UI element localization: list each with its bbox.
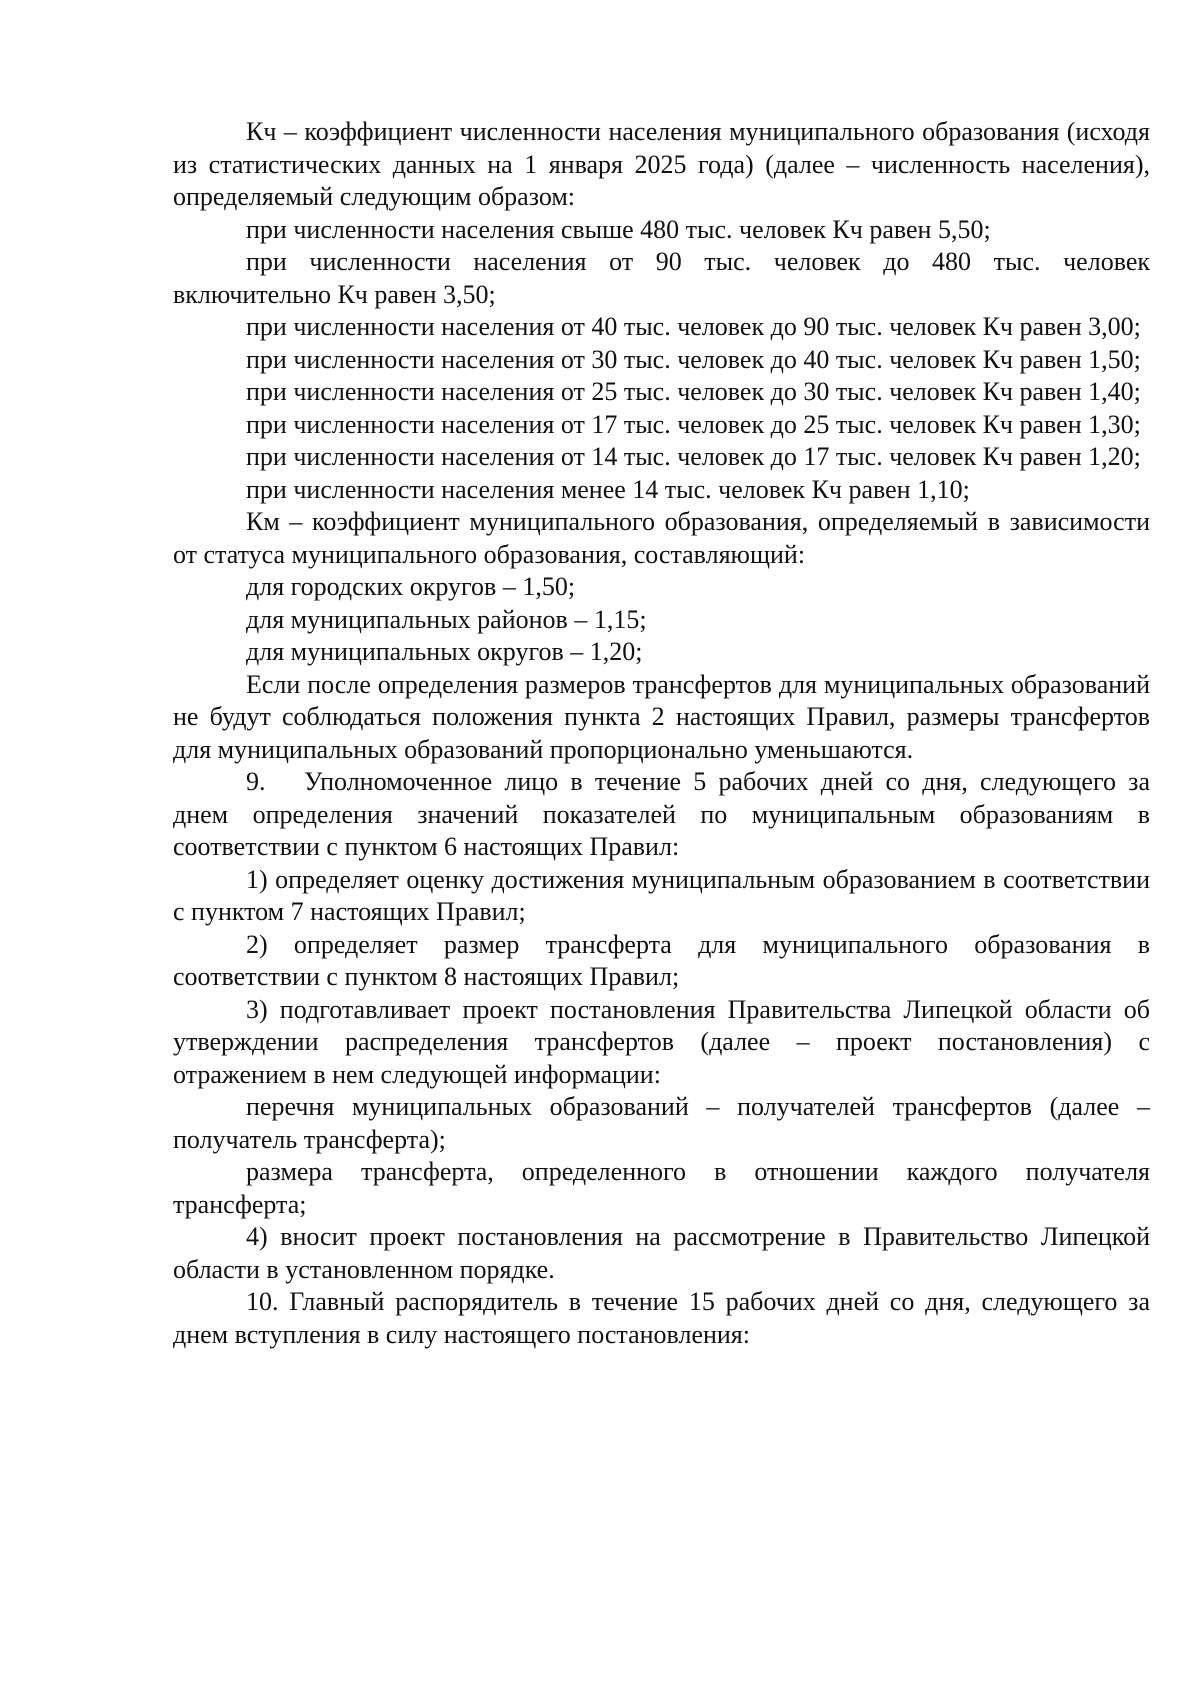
paragraph-kch-90-480: при численности населения от 90 тыс. человек до 480 тыс. человек включительно Кч равен 3,50; xyxy=(173,247,1150,309)
paragraph-kch-definition: Кч – коэффициент численности населения муниципального образования (исходя из статистических данных на 1 января 2025 года) (далее – численность населения), определяемый следующим образом: xyxy=(173,117,1150,211)
item-9-number: 9. xyxy=(246,767,266,796)
item-9-text: Уполномоченное лицо в течение 5 рабочих дней со дня, следующего за днем определения значений показателей по муниципальным образованиям в соответствии с пунктом 6 настоящих Правил: xyxy=(173,767,1150,861)
item-9-sub-1: 1) определяет оценку достижения муниципальным образованием в соответствии с пунктом 7 настоящих Правил; xyxy=(173,864,1150,926)
item-9-sub-3: 3) подготавливает проект постановления Правительства Липецкой области об утверждении распределения трансфертов (далее – проект постановления) с отражением в нем следующей информации: xyxy=(173,994,1150,1089)
paragraph-kch-14-17: при численности населения от 14 тыс. человек до 17 тыс. человек Кч равен 1,20; xyxy=(246,442,1141,471)
item-9-sub-3-list-recipients: перечня муниципальных образований – получателей трансфертов (далее – получатель трансферта); xyxy=(173,1092,1150,1154)
paragraph-km-city-districts: для городских округов – 1,50; xyxy=(246,572,576,601)
paragraph-kch-17-25: при численности населения от 17 тыс. человек до 25 тыс. человек Кч равен 1,30; xyxy=(246,409,1141,439)
item-9-sub-4: 4) вносит проект постановления на рассмотрение в Правительство Липецкой области в установленном порядке. xyxy=(173,1222,1150,1284)
paragraph-km-definition: Км – коэффициент муниципального образования, определяемый в зависимости от статуса муниципального образования, составляющий: xyxy=(173,507,1150,569)
document-page xyxy=(173,116,1150,1351)
paragraph-km-municipal-regions: для муниципальных районов – 1,15; xyxy=(246,604,647,634)
paragraph-km-municipal-districts: для муниципальных округов – 1,20; xyxy=(246,637,643,666)
item-9-sub-3-transfer-size: размера трансферта, определенного в отношении каждого получателя трансферта; xyxy=(173,1157,1150,1219)
paragraph-kch-40-90: при численности населения от 40 тыс. человек до 90 тыс. человек Кч равен 3,00; xyxy=(246,312,1141,341)
paragraph-kch-under-14: при численности населения менее 14 тыс. человек Кч равен 1,10; xyxy=(246,474,970,504)
paragraph-kch-25-30: при численности населения от 25 тыс. человек до 30 тыс. человек Кч равен 1,40; xyxy=(246,377,1141,406)
item-10: 10. Главный распорядитель в течение 15 рабочих дней со дня, следующего за днем вступления в силу настоящего постановления: xyxy=(173,1287,1150,1349)
paragraph-kch-30-40: при численности населения от 30 тыс. человек до 40 тыс. человек Кч равен 1,50; xyxy=(246,344,1141,374)
paragraph-kch-over-480: при численности населения свыше 480 тыс. человек Кч равен 5,50; xyxy=(246,214,991,244)
paragraph-proportional-reduction: Если после определения размеров трансфертов для муниципальных образований не будут соблюдаться положения пункта 2 настоящих Правил, размеры трансфертов для муниципальных образований пропорционально уменьшаются. xyxy=(173,669,1150,764)
item-9 xyxy=(173,766,1150,864)
item-9-sub-2: 2) определяет размер трансферта для муниципального образования в соответствии с пунктом 8 настоящих Правил; xyxy=(173,929,1150,991)
